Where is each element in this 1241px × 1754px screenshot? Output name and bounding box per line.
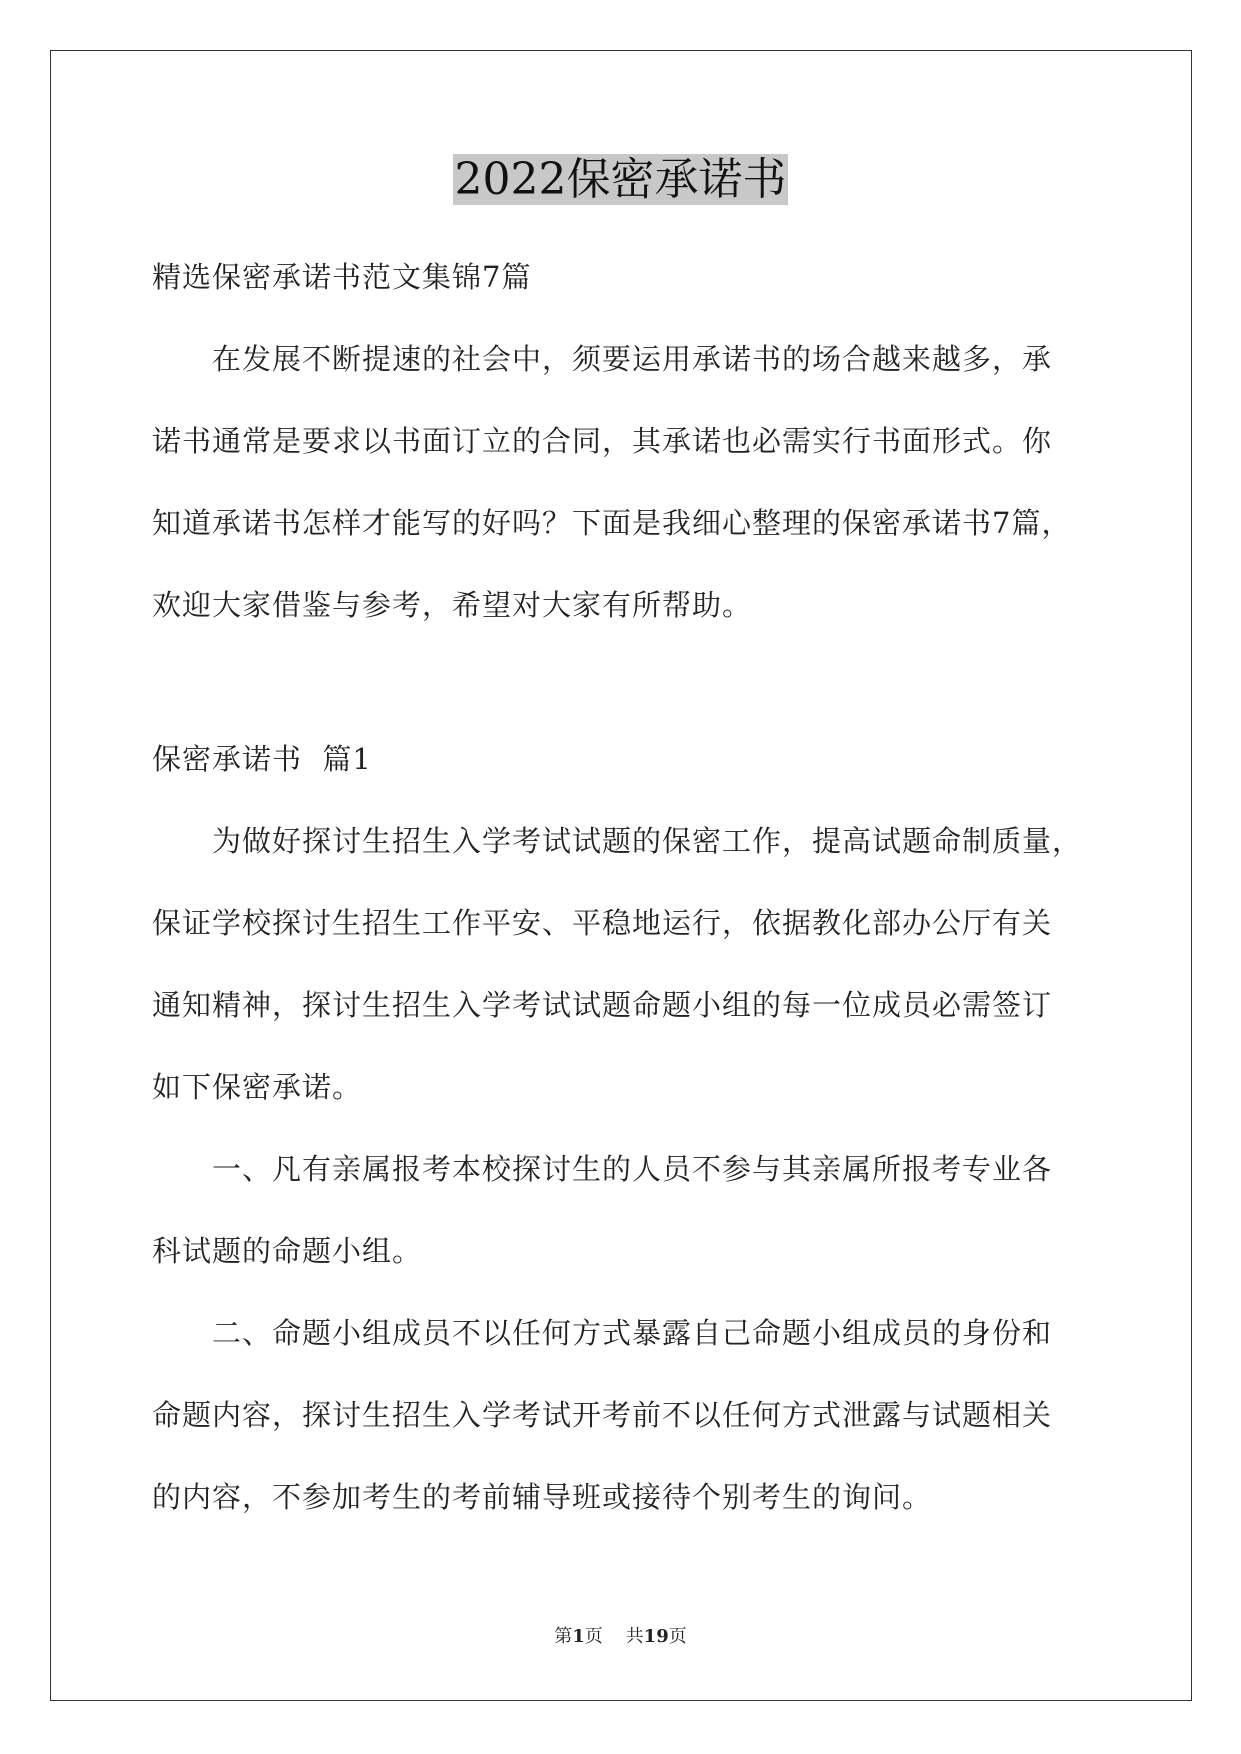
subtitle: 精选保密承诺书范文集锦7篇 bbox=[152, 260, 532, 294]
paragraph-line: 保证学校探讨生招生工作平安、平稳地运行，依据教化部办公厅有关 bbox=[152, 906, 1053, 940]
section-paragraph-2 bbox=[152, 1128, 1104, 1292]
page-footer bbox=[0, 1622, 1241, 1648]
paragraph-line: 的内容，不参加考生的考前辅导班或接待个别考生的询问。 bbox=[152, 1480, 933, 1514]
paragraph-line: 命题内容，探讨生招生入学考试开考前不以任何方式泄露与试题相关 bbox=[152, 1398, 1053, 1432]
paragraph-line: 为做好探讨生招生入学考试试题的保密工作，提高试题命制质量， bbox=[212, 824, 1083, 858]
page-total: 19 bbox=[643, 1626, 669, 1647]
intro-line: 在发展不断提速的社会中，须要运用承诺书的场合越来越多，承 bbox=[212, 342, 1053, 376]
page-suffix: 页 bbox=[668, 1626, 687, 1647]
section-gap bbox=[152, 646, 1104, 718]
paragraph-line: 二、命题小组成员不以任何方式暴露自己命题小组成员的身份和 bbox=[212, 1316, 1053, 1350]
intro-line: 诺书通常是要求以书面订立的合同，其承诺也必需实行书面形式。你 bbox=[152, 424, 1053, 458]
intro-line: 知道承诺书怎样才能写的好吗？下面是我细心整理的保密承诺书7篇， bbox=[152, 506, 1072, 540]
paragraph-line: 如下保密承诺。 bbox=[152, 1070, 363, 1104]
section-paragraph-3 bbox=[152, 1292, 1104, 1538]
section-heading: 保密承诺书 篇1 bbox=[152, 742, 372, 776]
document-title bbox=[0, 150, 1241, 210]
page-prefix: 第 bbox=[554, 1626, 573, 1647]
intro-paragraph bbox=[152, 318, 1104, 646]
page-current: 1 bbox=[572, 1626, 585, 1647]
paragraph-line: 通知精神，探讨生招生入学考试试题命题小组的每一位成员必需签订 bbox=[152, 988, 1053, 1022]
section-paragraph-1 bbox=[152, 800, 1104, 1128]
document-title-text: 2022保密承诺书 bbox=[454, 154, 787, 205]
intro-line: 欢迎大家借鉴与参考，希望对大家有所帮助。 bbox=[152, 588, 753, 622]
document-body bbox=[152, 236, 1104, 1538]
paragraph-line: 科试题的命题小组。 bbox=[152, 1234, 423, 1268]
paragraph-line: 一、凡有亲属报考本校探讨生的人员不参与其亲属所报考专业各 bbox=[212, 1152, 1053, 1186]
page-mid: 页 共 bbox=[584, 1626, 644, 1647]
